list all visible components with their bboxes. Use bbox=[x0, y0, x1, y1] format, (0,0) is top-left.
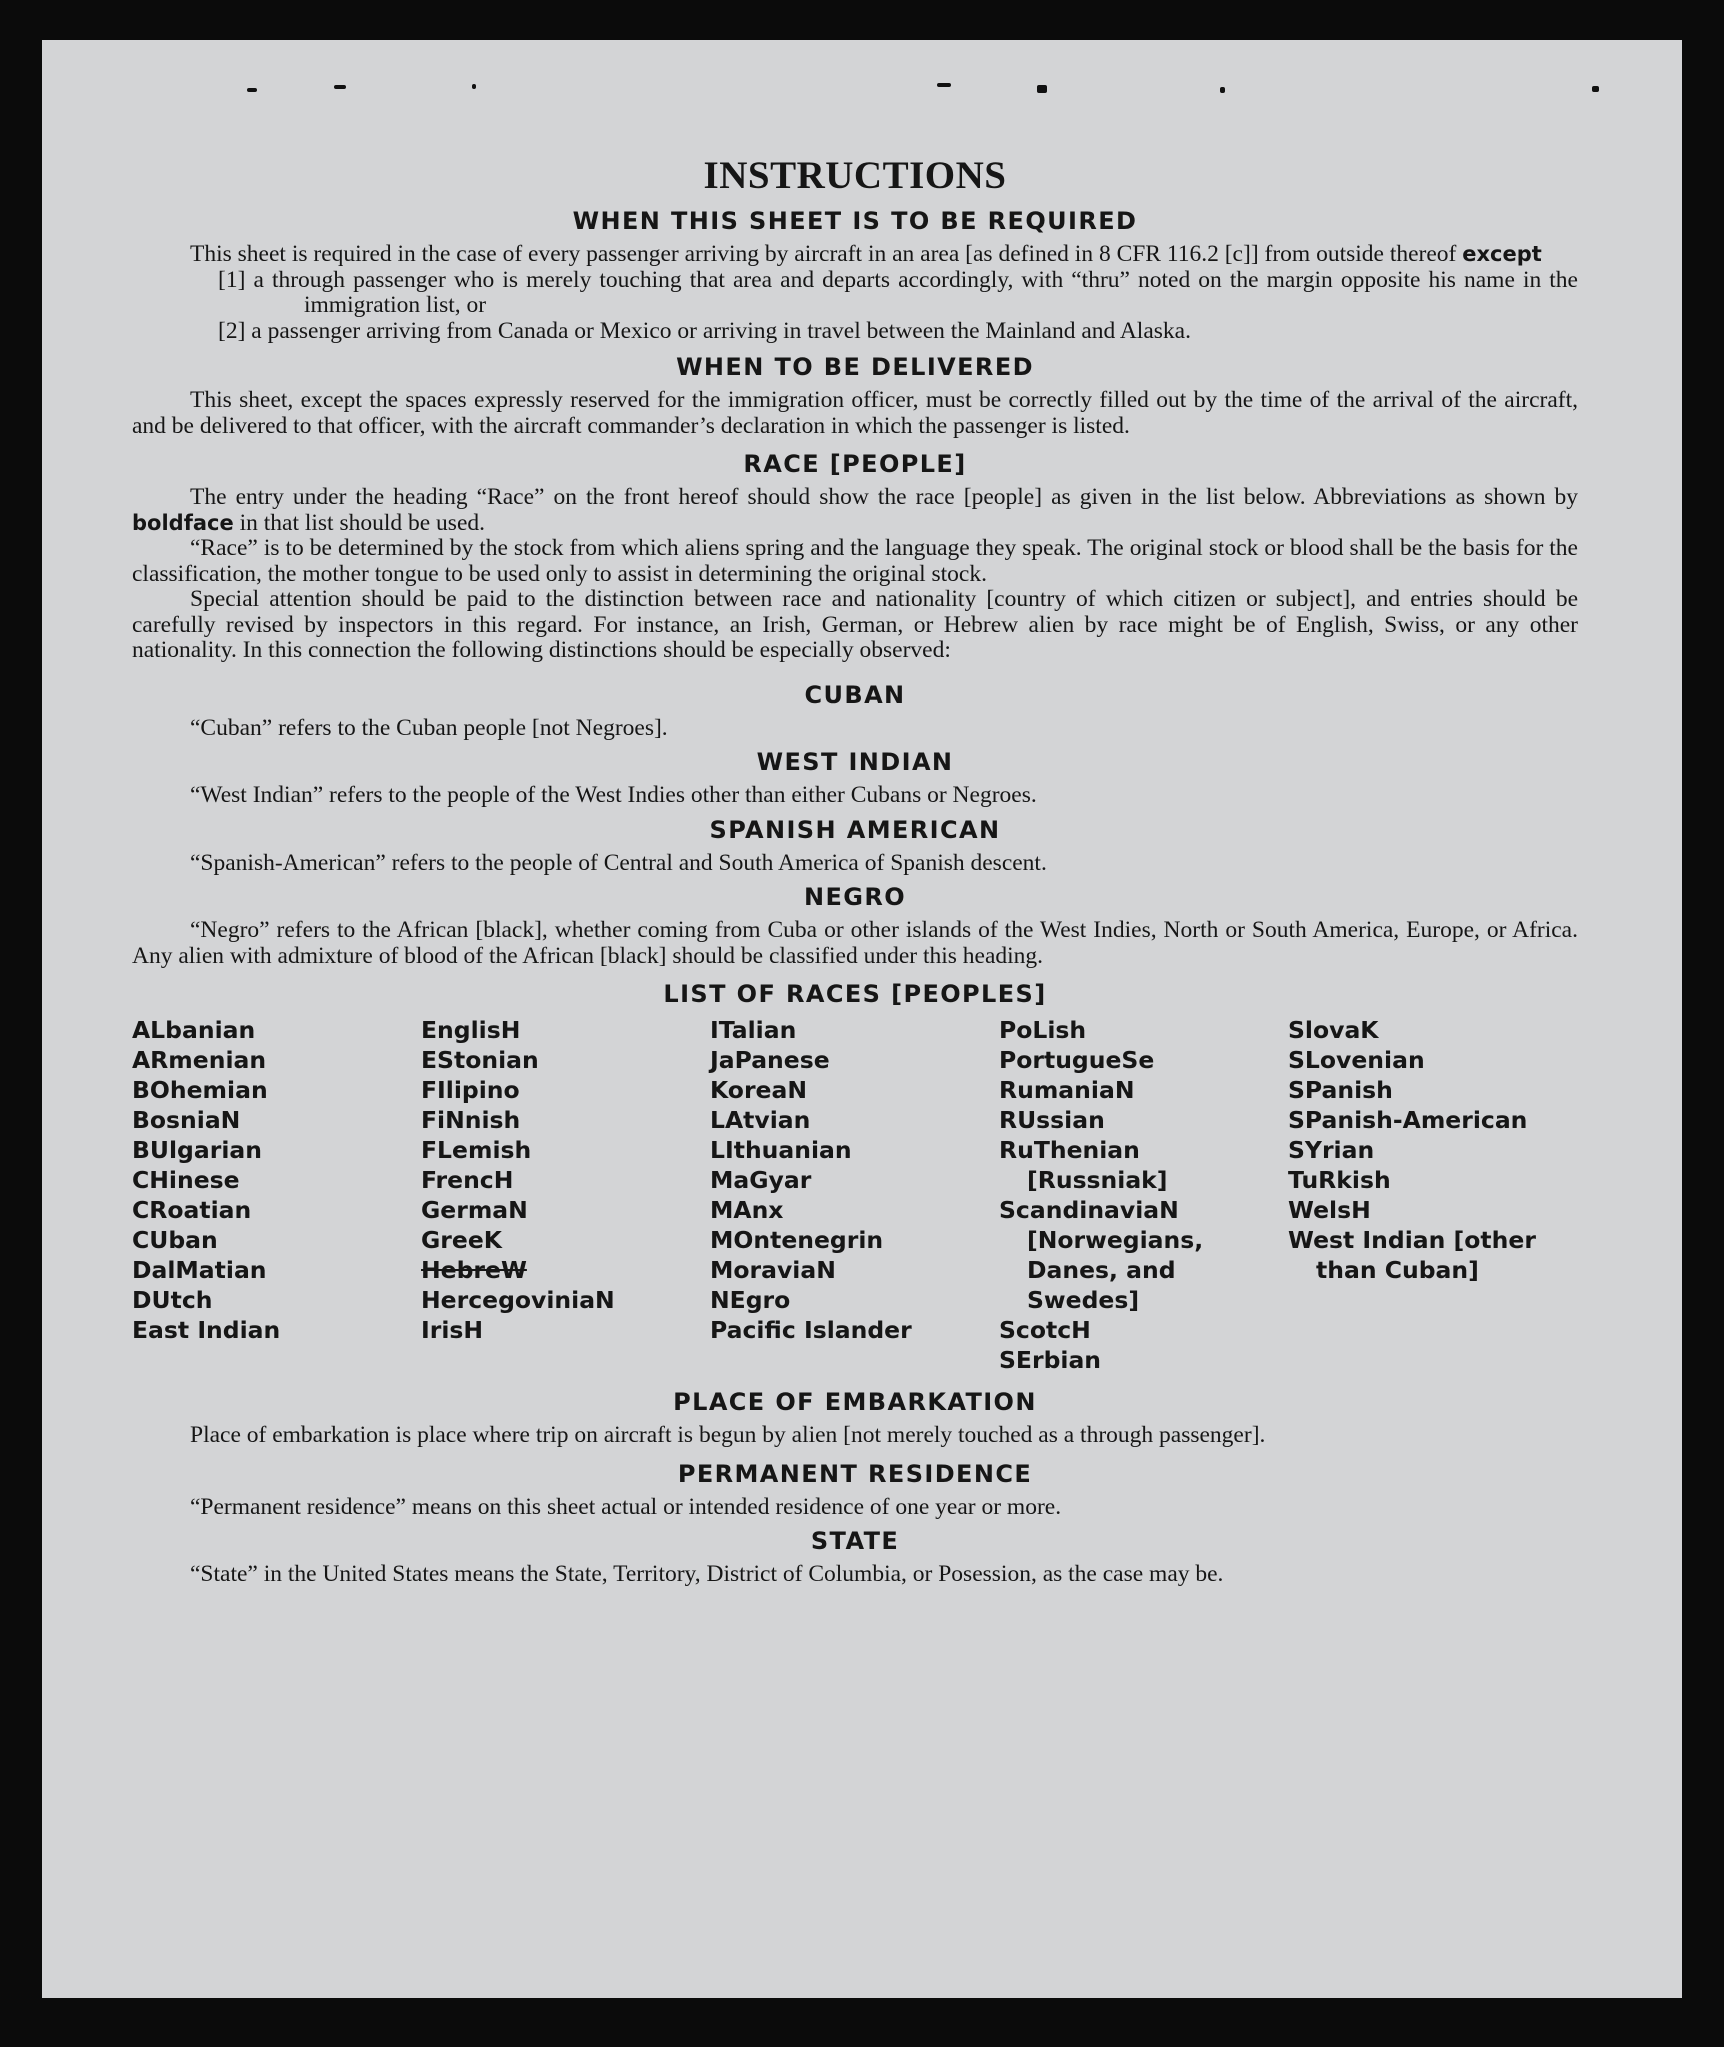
race-entry: SYrian bbox=[1288, 1136, 1375, 1164]
race-entry: SErbian bbox=[999, 1346, 1102, 1374]
race-column bbox=[421, 1015, 710, 1375]
race-entry: CRoatian bbox=[132, 1196, 252, 1224]
race-list bbox=[132, 1015, 1578, 1375]
heading-negro: NEGRO bbox=[803, 883, 907, 911]
race-entry: GermaN bbox=[421, 1196, 528, 1224]
race-entry: GreeK bbox=[421, 1226, 502, 1254]
paragraph-text: The entry under the heading “Race” on the front hereof should show the race [people] as given in the list below. Abbreviations as shown by bbox=[190, 484, 1578, 510]
scan-speck bbox=[1037, 85, 1047, 93]
instructions-body bbox=[132, 152, 1578, 1592]
race-column bbox=[1288, 1015, 1577, 1375]
race-entry: MOntenegrin bbox=[710, 1226, 884, 1254]
race-entry: PoLish bbox=[999, 1016, 1087, 1044]
race-entry: JaPanese bbox=[710, 1046, 830, 1074]
document-page bbox=[42, 40, 1682, 1998]
race-entry: West Indian [other than Cuban] bbox=[1288, 1226, 1536, 1284]
heading-when-delivered: WHEN TO BE DELIVERED bbox=[676, 353, 1034, 381]
paragraph-permanent-residence: “Permanent residence” means on this sheet actual or intended residence of one year or more. bbox=[190, 1493, 1062, 1520]
heading-west-indian: WEST INDIAN bbox=[756, 748, 954, 776]
race-entry: HercegoviniaN bbox=[421, 1286, 615, 1314]
heading-state: STATE bbox=[810, 1527, 900, 1555]
race-entry: ARmenian bbox=[132, 1046, 267, 1074]
race-entry: SLovenian bbox=[1288, 1046, 1425, 1074]
scan-speck bbox=[1592, 86, 1599, 92]
race-entry: IrisH bbox=[421, 1316, 484, 1344]
race-entry: HebreW bbox=[421, 1256, 527, 1284]
race-entry: EnglisH bbox=[421, 1016, 521, 1044]
race-entry: MaGyar bbox=[710, 1166, 812, 1194]
race-entry: FiNnish bbox=[421, 1106, 521, 1134]
heading-embarkation: PLACE OF EMBARKATION bbox=[673, 1388, 1037, 1416]
race-entry: BOhemian bbox=[132, 1076, 268, 1104]
paragraph-cuban: “Cuban” refers to the Cuban people [not Negroes]. bbox=[190, 714, 668, 741]
race-entry: SPanish bbox=[1288, 1076, 1393, 1104]
race-entry: RUssian bbox=[999, 1106, 1105, 1134]
exception-item-1: [1] a through passenger who is merely touching that area and departs accordingly, with “thru” noted on the margin opposite his name in the immigration list, or bbox=[218, 266, 1578, 318]
scan-speck bbox=[937, 83, 951, 87]
paragraph-state: “State” in the United States means the State, Territory, District of Columbia, or Posession, as the case may be. bbox=[190, 1561, 1224, 1587]
race-entry: NEgro bbox=[710, 1286, 791, 1314]
race-entry: SlovaK bbox=[1288, 1016, 1379, 1044]
scan-speck bbox=[334, 85, 346, 89]
race-entry: PortugueSe bbox=[999, 1046, 1155, 1074]
heading-spanish-american: SPANISH AMERICAN bbox=[709, 815, 1001, 844]
race-entry: East Indian bbox=[132, 1316, 281, 1344]
race-entry: DalMatian bbox=[132, 1256, 267, 1284]
heading-when-required: WHEN THIS SHEET IS TO BE REQUIRED bbox=[572, 207, 1138, 235]
race-entry: MoraviaN bbox=[710, 1256, 836, 1284]
race-entry: BUlgarian bbox=[132, 1136, 262, 1164]
race-entry: EStonian bbox=[421, 1046, 539, 1074]
page-title: INSTRUCTIONS bbox=[703, 154, 1007, 197]
race-entry: LIthuanian bbox=[710, 1136, 852, 1164]
paragraph-race-2: “Race” is to be determined by the stock from which aliens spring and the language they speak. The original stock or blood shall be the basis for the classification, the mother tongue to be used only to assist in determining the original stock. bbox=[132, 535, 1578, 587]
paragraph-text: This sheet is required in the case of every passenger arriving by aircraft in an area [as defined in 8 CFR 116.2 [c]] from outside thereof bbox=[190, 241, 1463, 267]
heading-permanent-residence: PERMANENT RESIDENCE bbox=[677, 1459, 1033, 1488]
race-entry: RumaniaN bbox=[999, 1076, 1135, 1104]
scan-speck bbox=[1220, 87, 1225, 93]
race-entry: WelsH bbox=[1288, 1196, 1371, 1224]
race-entry: ALbanian bbox=[132, 1016, 256, 1044]
emphasis-boldface: boldface bbox=[132, 510, 234, 535]
exception-item-2: [2] a passenger arriving from Canada or Mexico or arriving in travel between the Mainland and Alaska. bbox=[218, 317, 1191, 344]
race-entry: DUtch bbox=[132, 1286, 213, 1314]
race-entry: ScotcH bbox=[999, 1316, 1091, 1344]
paragraph-embarkation: Place of embarkation is place where trip on aircraft is begun by alien [not merely touched as a through passenger]. bbox=[190, 1422, 1266, 1448]
race-entry: CHinese bbox=[132, 1166, 240, 1194]
heading-cuban: CUBAN bbox=[804, 680, 906, 709]
race-entry: MAnx bbox=[710, 1196, 784, 1224]
paragraph-when-required bbox=[132, 242, 1578, 268]
race-column bbox=[999, 1015, 1288, 1375]
scan-speck bbox=[247, 88, 257, 92]
heading-list-of-races: LIST OF RACES [PEOPLES] bbox=[663, 980, 1047, 1008]
race-entry: FLemish bbox=[421, 1136, 532, 1164]
race-entry: ScandinaviaN [Norwegians, Danes, and Swedes] bbox=[999, 1196, 1204, 1314]
paragraph-west-indian: “West Indian” refers to the people of the West Indies other than either Cubans or Negroes. bbox=[190, 782, 1037, 808]
race-entry: ITalian bbox=[710, 1016, 797, 1044]
paragraph-negro: “Negro” refers to the African [black], whether coming from Cuba or other islands of the West Indies, North or South America, Europe, or Africa. Any alien with admixture of blood of the African [black] should be classified under this heading. bbox=[132, 917, 1578, 969]
race-entry: FrencH bbox=[421, 1166, 514, 1194]
race-entry: KoreaN bbox=[710, 1076, 807, 1104]
race-entry: RuThenian [Russniak] bbox=[999, 1136, 1168, 1194]
race-entry: FIlipino bbox=[421, 1076, 520, 1104]
race-entry: SPanish-American bbox=[1288, 1106, 1528, 1134]
paragraph-race-1 bbox=[132, 485, 1578, 536]
heading-race: RACE [PEOPLE] bbox=[743, 450, 967, 478]
race-entry: CUban bbox=[132, 1226, 218, 1254]
race-entry: TuRkish bbox=[1288, 1166, 1391, 1194]
race-column bbox=[132, 1015, 421, 1375]
paragraph-spanish-american: “Spanish-American” refers to the people of Central and South America of Spanish descent. bbox=[190, 849, 1047, 876]
race-entry: Pacific Islander bbox=[710, 1316, 912, 1344]
paragraph-text: in that list should be used. bbox=[233, 509, 486, 536]
race-column bbox=[710, 1015, 999, 1375]
race-entry: BosniaN bbox=[132, 1106, 241, 1134]
race-entry: LAtvian bbox=[710, 1106, 811, 1134]
emphasis-except: except bbox=[1462, 242, 1542, 266]
scan-speck bbox=[472, 84, 476, 89]
paragraph-when-delivered: This sheet, except the spaces expressly reserved for the immigration officer, must be correctly filled out by the time of the arrival of the aircraft, and be delivered to that officer, with the aircraft commander’s declaration in which the passenger is listed. bbox=[132, 387, 1578, 439]
paragraph-race-3: Special attention should be paid to the distinction between race and nationality [country of which citizen or subject], and entries should be carefully revised by inspectors in this regard. For instance, an Irish, German, or Hebrew alien by race might be of English, Swiss, or any other nationality. In this connection the following distinctions should be especially observed: bbox=[132, 586, 1578, 663]
